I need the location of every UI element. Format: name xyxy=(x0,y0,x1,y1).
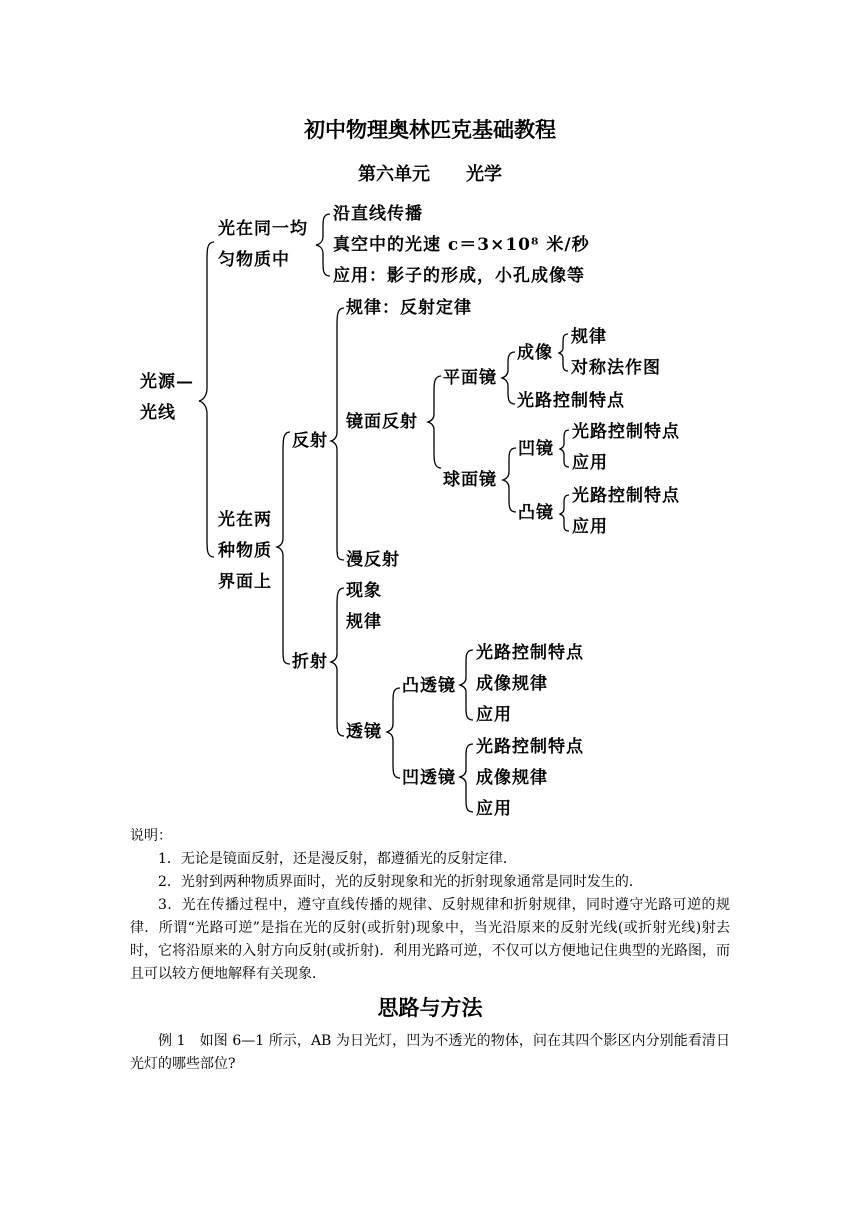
note-2: 2．光射到两种物质界面时，光的反射现象和光的折射现象通常是同时发生的． xyxy=(158,874,643,890)
node-spherical-mirror: 球面镜 xyxy=(443,470,497,490)
note-1: 1．无论是镜面反射，还是漫反射，都遵循光的反射定律． xyxy=(158,851,517,867)
node-imaging: 成像 xyxy=(517,343,553,363)
leaf-application-shadow: 应用：影子的形成，小孔成像等 xyxy=(333,266,585,286)
convex-mirror-brace xyxy=(560,495,569,531)
section-title: 思路与方法 xyxy=(377,995,483,1020)
leaf-straight-line: 沿直线传播 xyxy=(333,204,423,224)
leaf-convex-lens-imaging: 成像规律 xyxy=(476,674,548,694)
leaf-concave-mirror-application: 应用 xyxy=(572,453,608,473)
leaf-concave-lens-control: 光路控制特点 xyxy=(476,737,584,757)
leaf-light-speed: 真空中的光速 c＝3×10⁸ 米/秒 xyxy=(333,235,590,255)
page-title: 初中物理奥林匹克基础教程 xyxy=(304,117,556,142)
node-uniform-line1: 光在同一均 xyxy=(218,219,308,239)
notes-heading: 说明： xyxy=(130,828,172,844)
leaf-plane-control: 光路控制特点 xyxy=(517,391,625,411)
node-root-line2: 光线 xyxy=(140,403,176,423)
node-interface-line3: 界面上 xyxy=(218,572,272,592)
interface-brace xyxy=(277,432,290,664)
node-uniform-line2: 匀物质中 xyxy=(218,250,290,270)
node-lens: 透镜 xyxy=(346,722,382,742)
node-plane-mirror: 平面镜 xyxy=(443,368,497,388)
unit-subtitle: 第六单元 光学 xyxy=(358,164,502,185)
leaf-diffuse: 漫反射 xyxy=(346,550,400,570)
spherical-brace xyxy=(503,448,516,512)
specular-brace xyxy=(428,376,441,468)
root-brace xyxy=(199,242,214,557)
node-interface-line1: 光在两 xyxy=(218,510,272,530)
node-convex-mirror: 凸镜 xyxy=(518,503,554,523)
uniform-brace xyxy=(316,214,330,276)
leaf-convex-mirror-control: 光路控制特点 xyxy=(572,486,680,506)
node-concave-mirror: 凹镜 xyxy=(518,439,554,459)
node-specular: 镜面反射 xyxy=(346,412,418,432)
leaf-convex-lens-application: 应用 xyxy=(476,705,512,725)
lens-brace xyxy=(387,688,400,778)
leaf-refraction-law: 规律 xyxy=(346,612,382,632)
concave-mirror-brace xyxy=(560,430,569,467)
leaf-symmetry-drawing: 对称法作图 xyxy=(571,358,661,378)
leaf-concave-lens-imaging: 成像规律 xyxy=(476,768,548,788)
refraction-brace xyxy=(331,588,344,736)
convex-lens-brace xyxy=(460,650,473,720)
leaf-imaging-law: 规律 xyxy=(571,327,607,347)
node-refraction: 折射 xyxy=(292,652,328,672)
leaf-concave-mirror-control: 光路控制特点 xyxy=(572,422,680,442)
node-root-line1: 光源— xyxy=(140,372,194,392)
node-reflection: 反射 xyxy=(292,431,328,451)
reflection-brace xyxy=(331,308,344,560)
node-interface-line2: 种物质 xyxy=(218,541,272,561)
leaf-convex-mirror-application: 应用 xyxy=(572,517,608,537)
imaging-brace xyxy=(559,334,568,371)
leaf-refraction-phenomenon: 现象 xyxy=(346,581,382,601)
example-1: 例 1 如图 6—1 所示，AB 为日光灯，凹为不透光的物体，问在其四个影区内分别能看清日光灯的哪些部位? xyxy=(130,1033,730,1072)
leaf-reflection-law: 规律：反射定律 xyxy=(346,298,472,318)
plane-brace xyxy=(502,352,515,404)
leaf-concave-lens-application: 应用 xyxy=(476,799,512,819)
note-3: 3．光在传播过程中，遵守直线传播的规律、反射规律和折射规律，同时遵守光路可逆的规律．所谓“光路可逆”是指在光的反射(或折射)现象中，当光沿原来的反射光线(或折射光线)射去时，它将沿原来的入射方向反射(或折射)．利用光路可逆，不仅可以方便地记住典型的光路图，而且可以较方便地解释有关现象． xyxy=(130,897,730,982)
node-concave-lens: 凹透镜 xyxy=(402,768,456,788)
node-convex-lens: 凸透镜 xyxy=(402,676,456,696)
concave-lens-brace xyxy=(460,744,473,812)
leaf-convex-lens-control: 光路控制特点 xyxy=(476,643,584,663)
